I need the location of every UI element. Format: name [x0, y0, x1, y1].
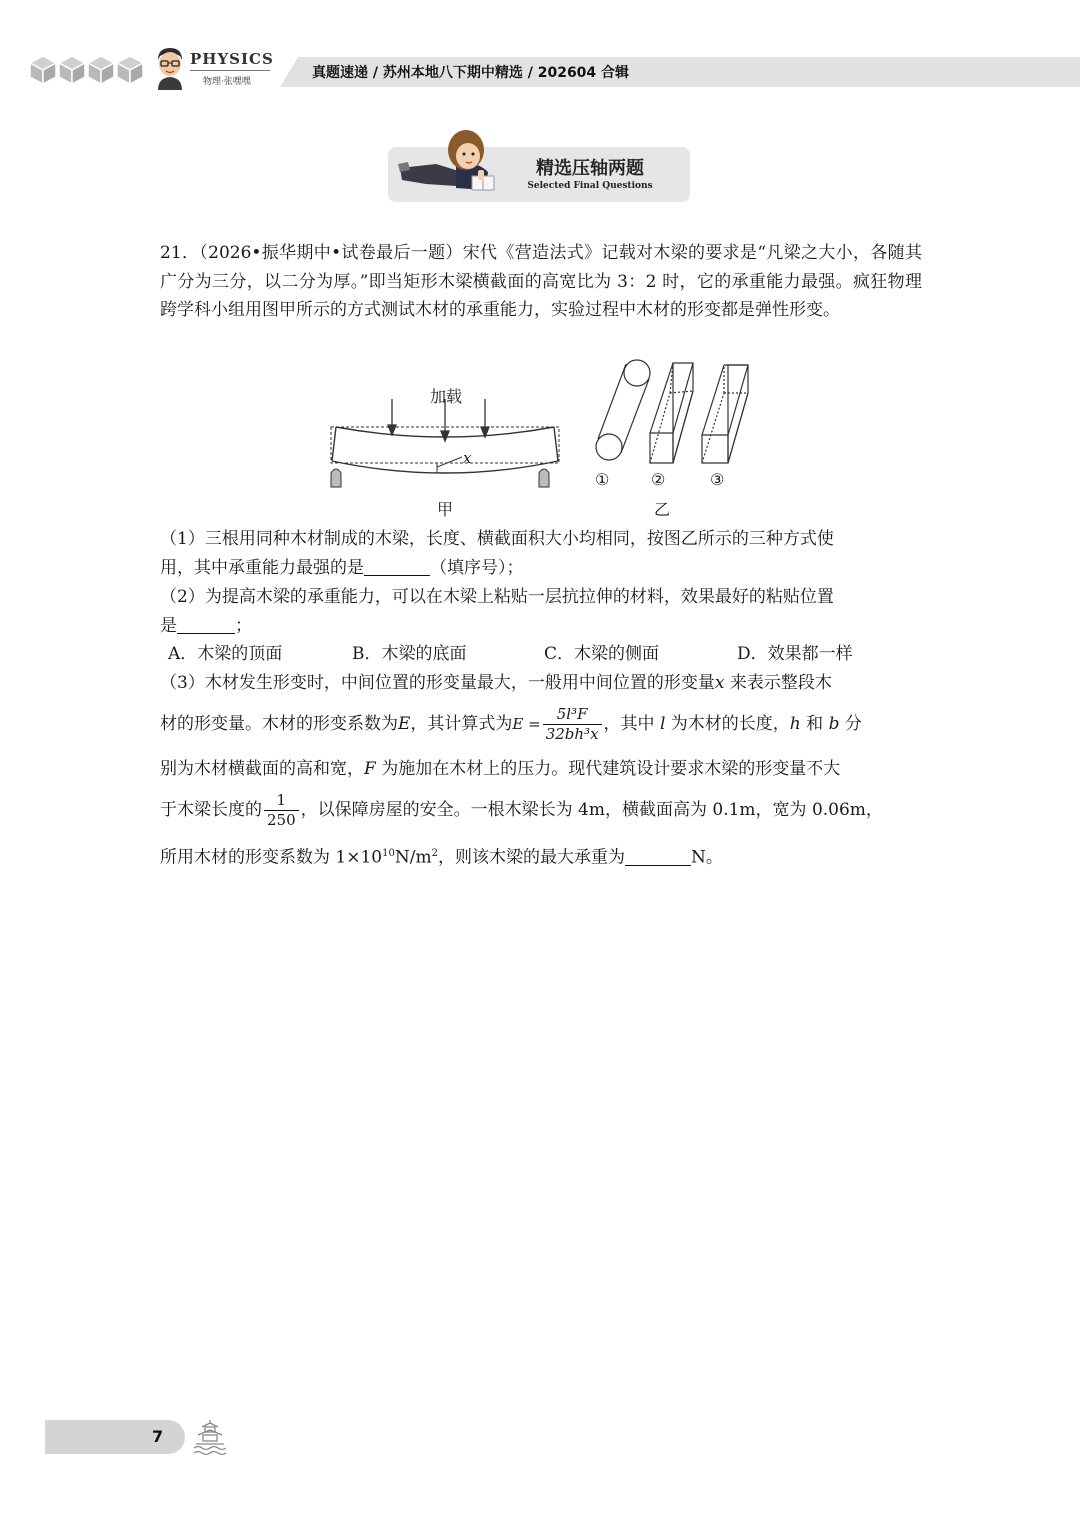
part3-text: 材的形变量。木材的形变系数为 [160, 714, 398, 734]
header-title: 真题速递 / 苏州本地八下期中精选 / 202604 合辑 [312, 65, 630, 81]
part2-line1: （2）为提高木梁的承重能力，可以在木梁上粘贴一层抗拉伸的材料，效果最好的粘贴位置 [160, 587, 834, 607]
part3-text: 所用木材的形变系数为 1×10 [160, 847, 383, 868]
part3-text: 分 [844, 714, 862, 734]
figure-beam-diagram [322, 355, 762, 525]
formula-fraction [543, 706, 602, 744]
ratio-fraction [264, 792, 299, 830]
formula-numerator: 5l³F [543, 706, 602, 725]
section-subtitle: Selected Final Questions [527, 181, 653, 191]
page-number: 7 [152, 1427, 164, 1446]
choice-c[interactable]: C．木梁的侧面 [544, 644, 660, 664]
header-cubes-logo [28, 50, 150, 90]
part3-line1 [160, 669, 832, 697]
part1-line2 [160, 554, 524, 582]
var-b: b [828, 714, 840, 734]
exponent-10: 10 [382, 848, 395, 859]
part3-text: N/m [394, 847, 432, 868]
brand-subtitle: 物理·张嘿嘿 [203, 77, 251, 87]
brand-wordmark: PHYSICS [190, 50, 274, 68]
part1-answer-blank[interactable] [364, 557, 430, 576]
student-reading-illustration [396, 124, 508, 198]
choice-b[interactable]: B．木梁的底面 [352, 644, 467, 664]
figure-caption-left: 甲 [437, 500, 454, 519]
formula-lhs: E = [512, 715, 541, 733]
part3-line4 [160, 788, 883, 832]
part1-line1: （1）三根用同种木材制成的木梁，长度、横截面积大小均相同，按图乙所示的三种方式使 [160, 529, 834, 549]
part3-text: （3）木材发生形变时，中间位置的形变量最大，一般用中间位置的形变量 [160, 673, 715, 693]
part3-line3 [160, 755, 840, 783]
part3-unit: N。 [690, 847, 723, 868]
figure-caption-right: 乙 [654, 500, 671, 519]
figure-x-label: x [463, 449, 472, 467]
brand-underline [190, 70, 270, 71]
part3-text: 别为木材横截面的高和宽， [160, 759, 364, 779]
exponent-2: 2 [431, 848, 438, 859]
figure-load-label: 加载 [430, 387, 463, 406]
part3-text: 来表示整段木 [729, 673, 832, 693]
part3-text: ，则该木梁的最大承重为 [437, 847, 625, 868]
part2-prompt: 是 [160, 616, 177, 636]
part3-text: ，其计算式为 [410, 714, 513, 734]
figure-item-2: ② [651, 470, 666, 489]
var-h: h [789, 714, 801, 734]
part2-line2 [160, 612, 252, 640]
part3-text: 于木梁长度的 [160, 800, 262, 820]
var-E: E [398, 714, 411, 734]
part3-text: 为木材的长度， [670, 714, 790, 734]
part3-text: ，以保障房屋的安全。一根木梁长为 4m，横截面高为 0.1m，宽为 0.06m， [300, 800, 883, 820]
choice-a[interactable]: A．木梁的顶面 [168, 644, 283, 664]
var-F: F [364, 759, 376, 779]
part3-text: 和 [806, 714, 824, 734]
part1-hint: （填序号）； [430, 558, 524, 578]
part2-answer-blank[interactable] [177, 615, 235, 634]
question-number: 21． [160, 243, 200, 263]
formula-denominator: 32bh³x [545, 725, 599, 743]
footer-bar [45, 1420, 185, 1454]
part3-answer-blank[interactable] [625, 847, 691, 866]
question-stem-text: （2026•振华期中•试卷最后一题）宋代《营造法式》记载对木梁的要求是“凡梁之大小，各随其广分为三分，以二分为厚。”即当矩形木梁横截面的高宽比为 3：2 时，它的承重能力最强。疯狂物理跨学科小组用图甲所示的方式测试木材的承重能力，实验过程中木材的形变都是弹性形变。 [160, 243, 922, 321]
part3-text: ，其中 [603, 714, 655, 734]
ratio-numerator: 1 [264, 792, 299, 811]
var-l: l [659, 714, 666, 734]
figure-item-3: ③ [710, 470, 725, 489]
question-stem [160, 239, 922, 325]
part3-text: 为施加在木材上的压力。现代建筑设计要求木梁的形变量不大 [381, 759, 841, 779]
part3-line5 [160, 840, 723, 872]
ratio-denominator: 250 [267, 811, 296, 829]
teacher-avatar [152, 46, 188, 90]
pagoda-wave-icon [192, 1418, 228, 1456]
part3-line2 [160, 704, 862, 744]
part1-prompt: 用，其中承重能力最强的是 [160, 558, 364, 578]
var-x: x [714, 673, 725, 693]
choice-d[interactable]: D．效果都一样 [737, 644, 853, 664]
section-title: 精选压轴两题 [536, 158, 644, 179]
part2-semicolon: ； [235, 616, 252, 636]
figure-item-1: ① [595, 470, 610, 489]
